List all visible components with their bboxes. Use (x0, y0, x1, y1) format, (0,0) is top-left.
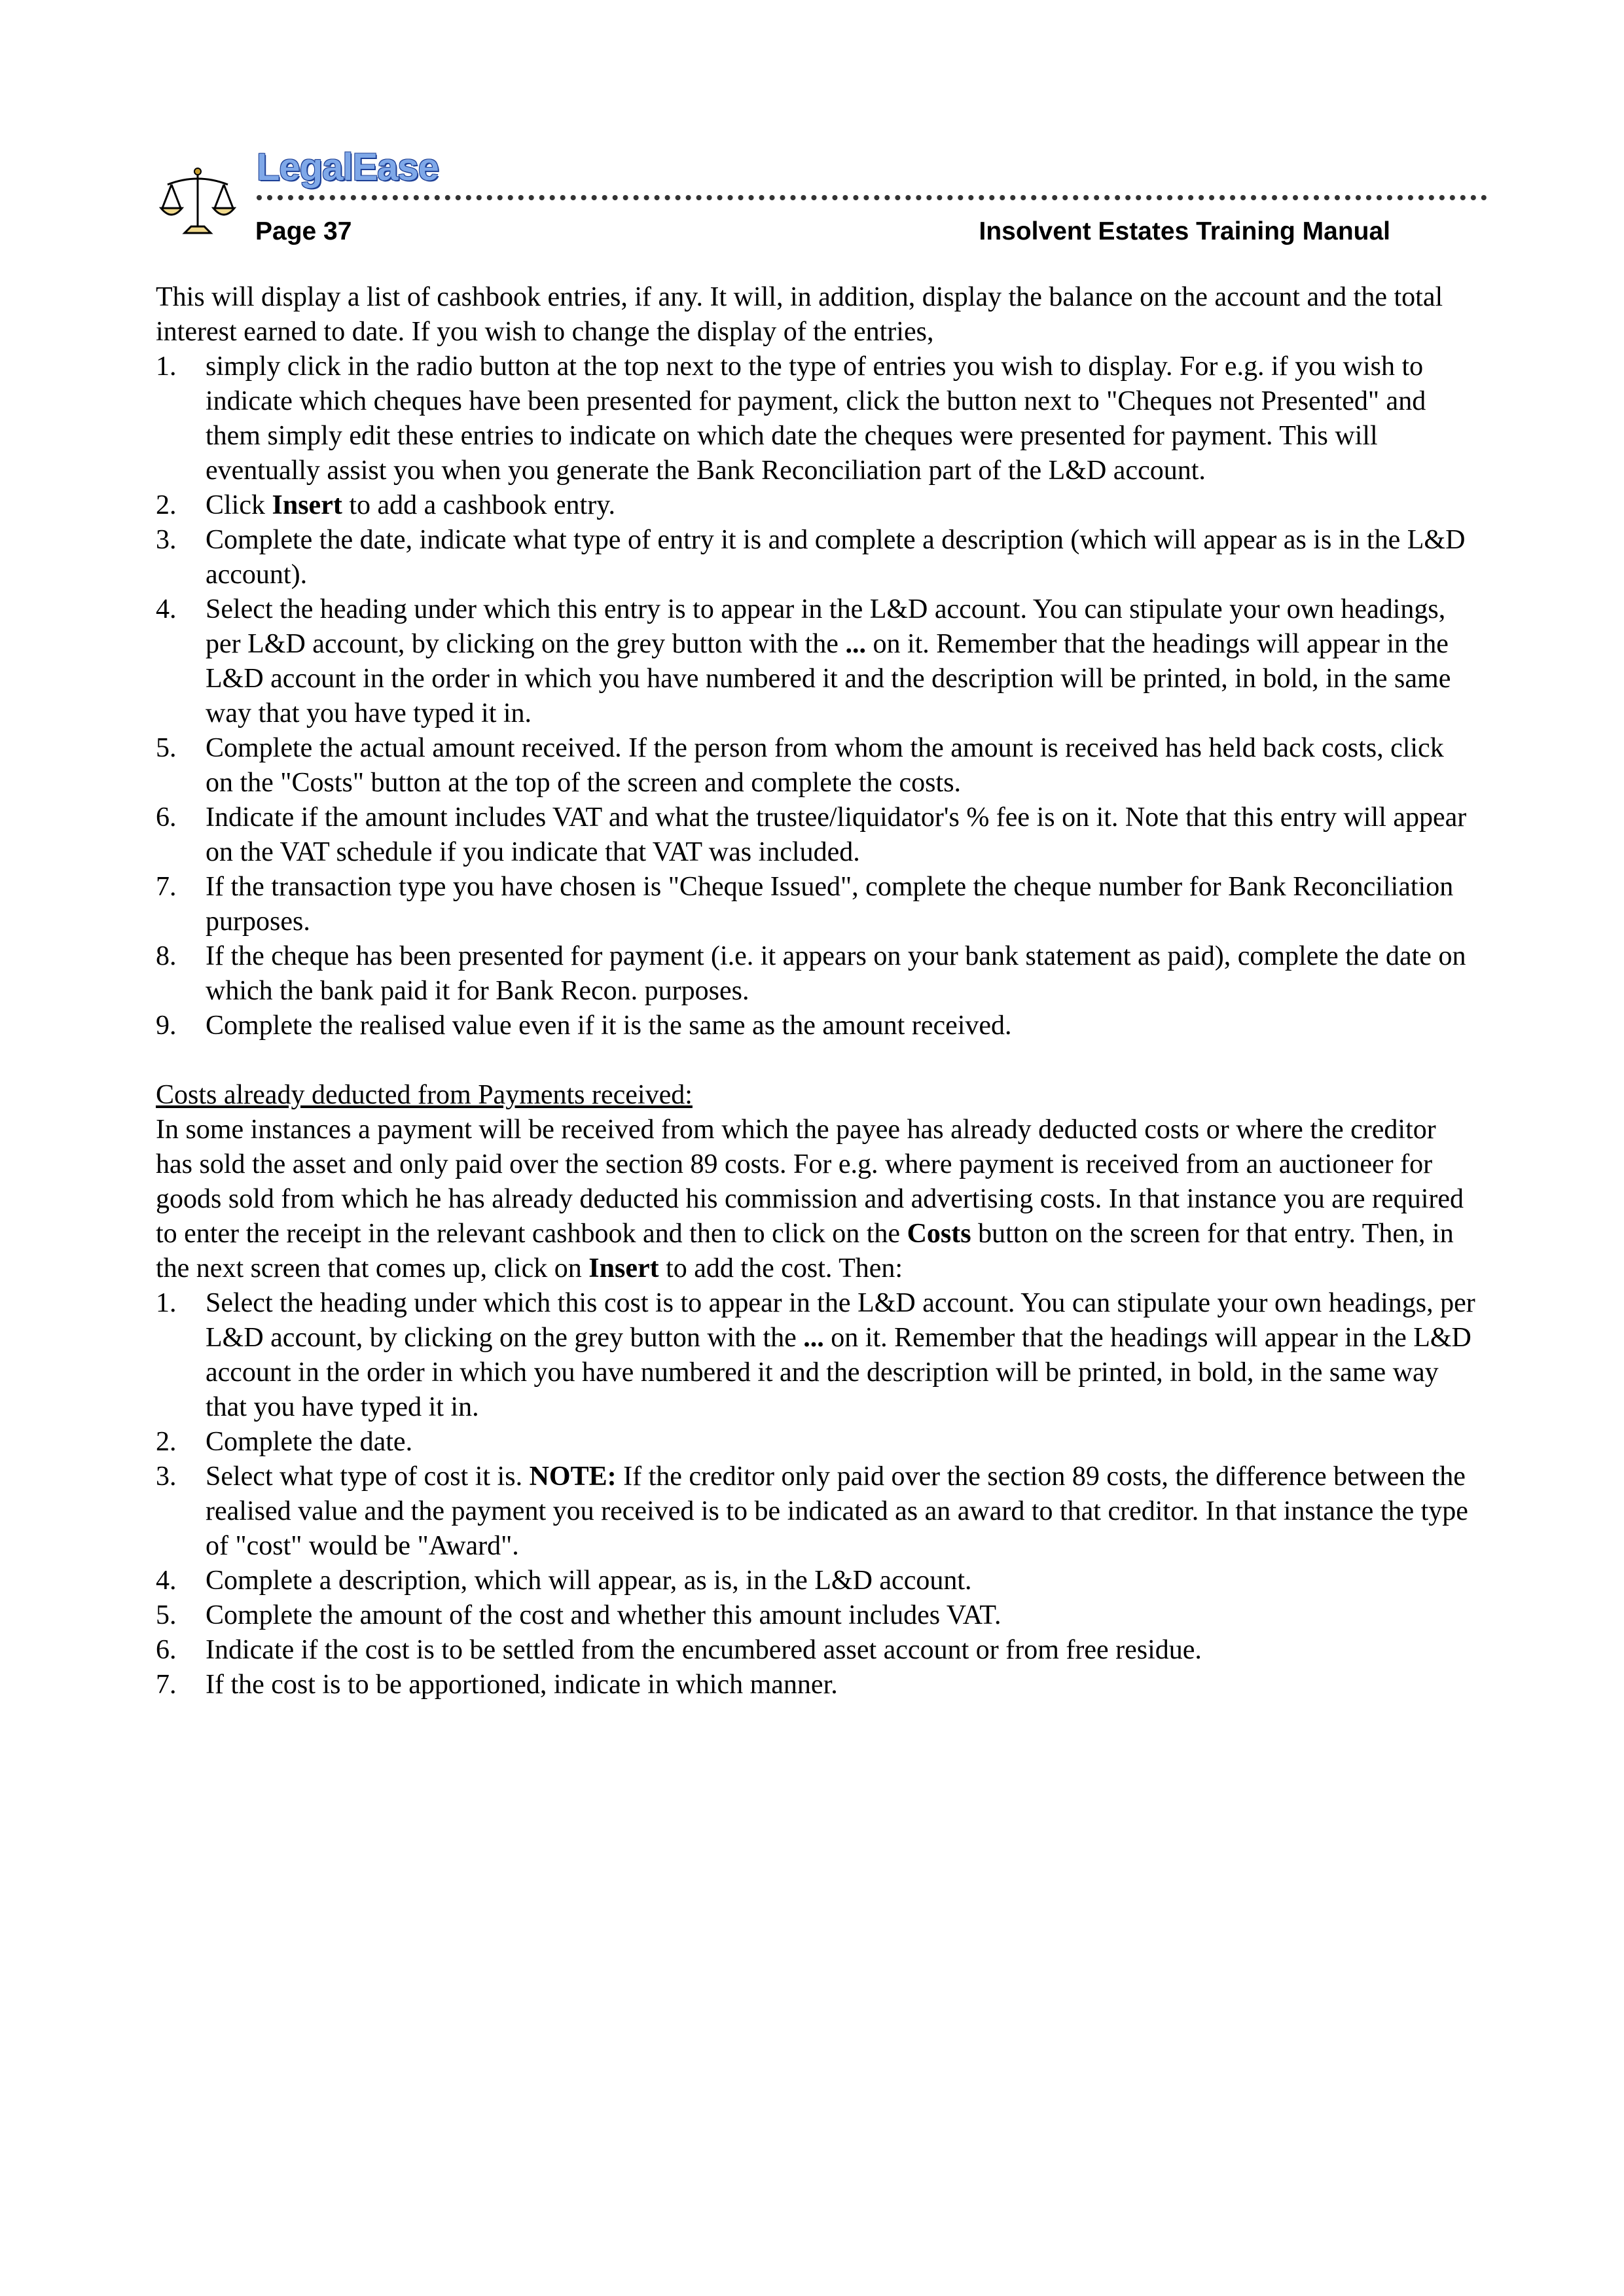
list-item-text (206, 733, 1444, 798)
text-run: In some instances a payment will be received from which the payee has already deducted costs or where the creditor has sold the asset and only paid over the section 89 costs. For e.g. where payment is received from an auctioneer for goods sold from which he has already deducted his commission and advertising costs. In that instance you are required to enter the receipt in the relevant cashbook and then to click on the (156, 1115, 1464, 1249)
list-item-text (206, 872, 1453, 937)
list-number: 4. (156, 1566, 177, 1596)
list-number: 2. (156, 1427, 177, 1457)
list-item-text (206, 1635, 1202, 1665)
text-run: Indicate if the cost is to be settled from the encumbered asset account or from free residue. (206, 1635, 1202, 1665)
list-item-text (206, 525, 1465, 590)
bold-text: Costs (907, 1219, 971, 1249)
list-number: 7. (156, 1670, 177, 1700)
list-number: 7. (156, 872, 177, 902)
list-item-text (206, 1011, 1012, 1041)
page-number: Page 37 (255, 217, 352, 245)
section-heading: Costs already deducted from Payments received: (156, 1080, 693, 1110)
list-item (156, 1460, 1478, 1564)
intro-paragraph: This will display a list of cashbook entries, if any. It will, in addition, display the balance on the account and the total interest earned to date. If you wish to change the display of the entries, (156, 282, 1443, 347)
section-spacer (156, 1043, 1478, 1078)
list-item-text (206, 490, 615, 520)
list-item-text (206, 1427, 412, 1457)
text-run: Complete the date, indicate what type of entry it is and complete a description (which will appear as is in the L&D account). (206, 525, 1466, 590)
list-item-text (206, 594, 1451, 728)
list-item-text (206, 941, 1466, 1006)
list-number: 2. (156, 490, 177, 520)
list-item-text (206, 351, 1426, 486)
list-number: 6. (156, 1635, 177, 1665)
list-item (156, 1009, 1478, 1043)
list-item-text (206, 1462, 1468, 1561)
bold-text: Insert (588, 1253, 659, 1283)
bold-text: ... (845, 629, 866, 659)
text-run: Select the heading under which this entry is to appear in the L&D account. You can stipulate your own headings, per L&D account, by clicking on the grey button with the (206, 594, 1446, 659)
bold-text: Insert (272, 490, 342, 520)
list-item-text (206, 1670, 838, 1700)
cashbook-steps-list (156, 350, 1478, 1043)
list-number: 3. (156, 1462, 177, 1492)
list-item (156, 731, 1478, 800)
list-item (156, 523, 1478, 592)
text-run: Click (206, 490, 272, 520)
text-run: simply click in the radio button at the top next to the type of entries you wish to display. For e.g. if you wish to indicate which cheques have been presented for payment, click the button next to "Cheques not Presented" and them simply edit these entries to indicate on which date the cheques were presented for payment. This will eventually assist you when you generate the Bank Reconciliation part of the L&D account. (206, 351, 1426, 486)
text-run: Complete the realised value even if it is the same as the amount received. (206, 1011, 1012, 1041)
list-item (156, 1425, 1478, 1460)
list-number: 1. (156, 351, 177, 382)
list-number: 8. (156, 941, 177, 971)
list-number: 9. (156, 1011, 177, 1041)
list-item (156, 1668, 1478, 1702)
costs-steps-list (156, 1286, 1478, 1702)
list-item (156, 350, 1478, 488)
text-run: Indicate if the amount includes VAT and what the trustee/liquidator's % fee is on it. Note that this entry will appear on the VAT schedule if you indicate that VAT was included. (206, 802, 1467, 867)
list-item (156, 488, 1478, 523)
scales-of-justice-icon (158, 165, 237, 242)
text-run: button on the screen for that entry. Then, in the next screen that comes up, click on (156, 1219, 1454, 1283)
list-number: 4. (156, 594, 177, 624)
text-run: to add a cashbook entry. (342, 490, 615, 520)
page-body (156, 280, 1478, 1702)
list-item (156, 1286, 1478, 1425)
brand-logo-text: LegalEase (257, 146, 439, 188)
list-item (156, 1633, 1478, 1668)
text-run: If the cost is to be apportioned, indicate in which manner. (206, 1670, 838, 1700)
list-number: 5. (156, 733, 177, 763)
list-item (156, 1564, 1478, 1598)
list-item (156, 939, 1478, 1009)
header-divider (257, 195, 1487, 200)
list-item-text (206, 1600, 1001, 1630)
list-item (156, 592, 1478, 731)
list-item-text (206, 1288, 1475, 1422)
text-run: Complete the actual amount received. If the person from whom the amount is received has held back costs, click on the "Costs" button at the top of the screen and complete the costs. (206, 733, 1444, 798)
list-item-text (206, 1566, 972, 1596)
text-run: Complete the amount of the cost and whether this amount includes VAT. (206, 1600, 1001, 1630)
list-number: 6. (156, 802, 177, 833)
bold-text: NOTE: (529, 1462, 617, 1492)
list-item (156, 870, 1478, 939)
list-item (156, 800, 1478, 870)
text-run: Complete the date. (206, 1427, 413, 1457)
text-run: on it. Remember that the headings will appear in the L&D account in the order in which you have numbered it and the description will be printed, in bold, in the same way that you have typed it in. (206, 629, 1451, 728)
list-item (156, 1598, 1478, 1633)
list-item-text (206, 802, 1466, 867)
text-run: on it. Remember that the headings will appear in the L&D account in the order in which you have numbered it and the description will be printed, in bold, in the same way that you have typed it in. (206, 1323, 1471, 1422)
text-run: to add the cost. Then: (659, 1253, 903, 1283)
list-number: 3. (156, 525, 177, 555)
text-run: Complete a description, which will appear, as is, in the L&D account. (206, 1566, 972, 1596)
text-run: Select the heading under which this cost is to appear in the L&D account. You can stipulate your own headings, per L&D account, by clicking on the grey button with the (206, 1288, 1475, 1353)
list-number: 5. (156, 1600, 177, 1630)
text-run: If the cheque has been presented for payment (i.e. it appears on your bank statement as paid), complete the date on which the bank paid it for Bank Recon. purposes. (206, 941, 1466, 1006)
bold-text: ... (803, 1323, 824, 1353)
page-header (158, 145, 1487, 250)
section-paragraph (156, 1113, 1478, 1286)
text-run: If the transaction type you have chosen is "Cheque Issued", complete the cheque number for Bank Reconciliation purposes. (206, 872, 1454, 937)
manual-title: Insolvent Estates Training Manual (979, 217, 1390, 245)
text-run: If the creditor only paid over the section 89 costs, the difference between the realised value and the payment you received is to be indicated as an award to that creditor. In that instance the type of "cost" would be "Award". (206, 1462, 1468, 1561)
list-number: 1. (156, 1288, 177, 1318)
text-run: Select what type of cost it is. (206, 1462, 530, 1492)
